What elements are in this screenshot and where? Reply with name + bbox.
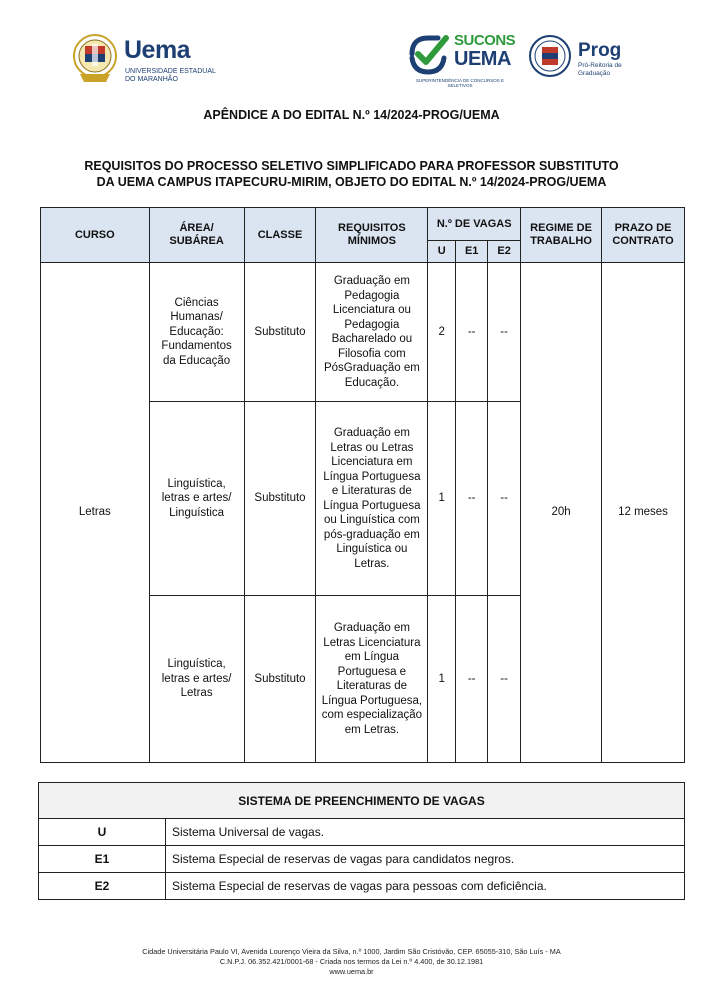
footer-website-link[interactable]: www.uema.br bbox=[329, 967, 374, 976]
system-title: SISTEMA DE PREENCHIMENTO DE VAGAS bbox=[39, 783, 685, 819]
prazo-cell: 12 meses bbox=[602, 263, 685, 763]
requirements-title bbox=[0, 158, 703, 190]
footer-cnpj: C.N.P.J. 06.352.421/0001-68 - Criada nos termos da Lei n.º 4.400, de 30.12.1981 bbox=[219, 957, 484, 966]
prog-seal-icon bbox=[528, 30, 572, 84]
vagas-e2-cell: -- bbox=[488, 402, 521, 596]
requisitos-cell: Graduação em Pedagogia Licenciatura ou Pedagogia Bacharelado ou Filosofia com PósGraduação em Educação. bbox=[316, 263, 428, 402]
classe-cell: Substituto bbox=[244, 263, 316, 402]
regime-cell: 20h bbox=[521, 263, 602, 763]
requirements-table bbox=[40, 207, 685, 763]
requisitos-cell: Graduação em Letras ou Letras Licenciatura em Língua Portuguesa e Literaturas de Língua Portuguesa ou Linguística com pós-graduação em Linguística ou Letras. bbox=[316, 402, 428, 596]
sucons-uema-wordmark: UEMA bbox=[454, 48, 511, 70]
classe-cell: Substituto bbox=[244, 402, 316, 596]
vagas-e1-cell: -- bbox=[456, 263, 488, 402]
vagas-e1-cell: -- bbox=[456, 402, 488, 596]
system-code: E1 bbox=[39, 846, 166, 873]
sucons-logo bbox=[404, 30, 516, 88]
vacancy-system-table bbox=[38, 782, 685, 900]
area-cell: Linguística, letras e artes/ Letras bbox=[149, 596, 244, 763]
prog-logo bbox=[528, 30, 638, 88]
header-prazo: PRAZO DE CONTRATO bbox=[602, 208, 685, 263]
vagas-e1-cell: -- bbox=[456, 596, 488, 763]
footer-address: Cidade Universitária Paulo VI, Avenida Lourenço Vieira da Silva, n.º 1000, Jardim São Cristóvão, CEP. 65055-310, São Luís - MA bbox=[142, 947, 561, 956]
header-requisitos: REQUISITOS MÍNIMOS bbox=[316, 208, 428, 263]
vagas-e2-cell: -- bbox=[488, 596, 521, 763]
table-row bbox=[41, 263, 685, 402]
header-e2: E2 bbox=[488, 241, 521, 263]
area-cell: Linguística, letras e artes/ Linguística bbox=[149, 402, 244, 596]
system-description: Sistema Universal de vagas. bbox=[166, 819, 685, 846]
checkmark-icon bbox=[406, 32, 452, 78]
table-row bbox=[39, 873, 685, 900]
sucons-subtitle: SUPERINTENDÊNCIA DE CONCURSOS E SELETIVOS bbox=[415, 78, 504, 88]
uema-seal-icon bbox=[72, 30, 118, 86]
vagas-u-cell: 2 bbox=[428, 263, 456, 402]
curso-cell: Letras bbox=[41, 263, 150, 763]
page-header bbox=[0, 0, 703, 100]
table-header-row bbox=[41, 208, 685, 241]
system-code: U bbox=[39, 819, 166, 846]
vagas-e2-cell: -- bbox=[488, 263, 521, 402]
area-cell: Ciências Humanas/ Educação: Fundamentos da Educação bbox=[149, 263, 244, 402]
prog-subtitle: Pró-Reitoria de Graduação bbox=[578, 62, 622, 77]
vagas-u-cell: 1 bbox=[428, 402, 456, 596]
header-u: U bbox=[428, 241, 456, 263]
requirements-title-line2: DA UEMA CAMPUS ITAPECURU-MIRIM, OBJETO DO EDITAL N.º 14/2024-PROG/UEMA bbox=[96, 175, 607, 189]
system-code: E2 bbox=[39, 873, 166, 900]
header-curso: CURSO bbox=[41, 208, 150, 263]
system-description: Sistema Especial de reservas de vagas para candidatos negros. bbox=[166, 846, 685, 873]
uema-wordmark: Uema bbox=[124, 36, 191, 64]
system-title-row bbox=[39, 783, 685, 819]
page-footer bbox=[0, 947, 703, 977]
header-area: ÁREA/ SUBÁREA bbox=[149, 208, 244, 263]
requisitos-cell: Graduação em Letras Licenciatura em Língua Portuguesa e Literaturas de Língua Portuguesa, com especialização em Letras. bbox=[316, 596, 428, 763]
system-description: Sistema Especial de reservas de vagas para pessoas com deficiência. bbox=[166, 873, 685, 900]
table-row bbox=[39, 819, 685, 846]
header-vagas: N.º DE VAGAS bbox=[428, 208, 521, 241]
vagas-u-cell: 1 bbox=[428, 596, 456, 763]
classe-cell: Substituto bbox=[244, 596, 316, 763]
requirements-title-line1: REQUISITOS DO PROCESSO SELETIVO SIMPLIFICADO PARA PROFESSOR SUBSTITUTO bbox=[84, 159, 619, 173]
uema-logo bbox=[72, 30, 222, 90]
uema-subtitle: UNIVERSIDADE ESTADUAL DO MARANHÃO bbox=[125, 68, 216, 83]
prog-wordmark: Prog bbox=[578, 40, 622, 61]
header-classe: CLASSE bbox=[244, 208, 316, 263]
header-regime: REGIME DE TRABALHO bbox=[521, 208, 602, 263]
appendix-title: APÊNDICE A DO EDITAL N.º 14/2024-PROG/UEMA bbox=[203, 108, 500, 122]
table-row bbox=[39, 846, 685, 873]
sucons-wordmark: SUCONS bbox=[454, 32, 516, 49]
header-e1: E1 bbox=[456, 241, 488, 263]
